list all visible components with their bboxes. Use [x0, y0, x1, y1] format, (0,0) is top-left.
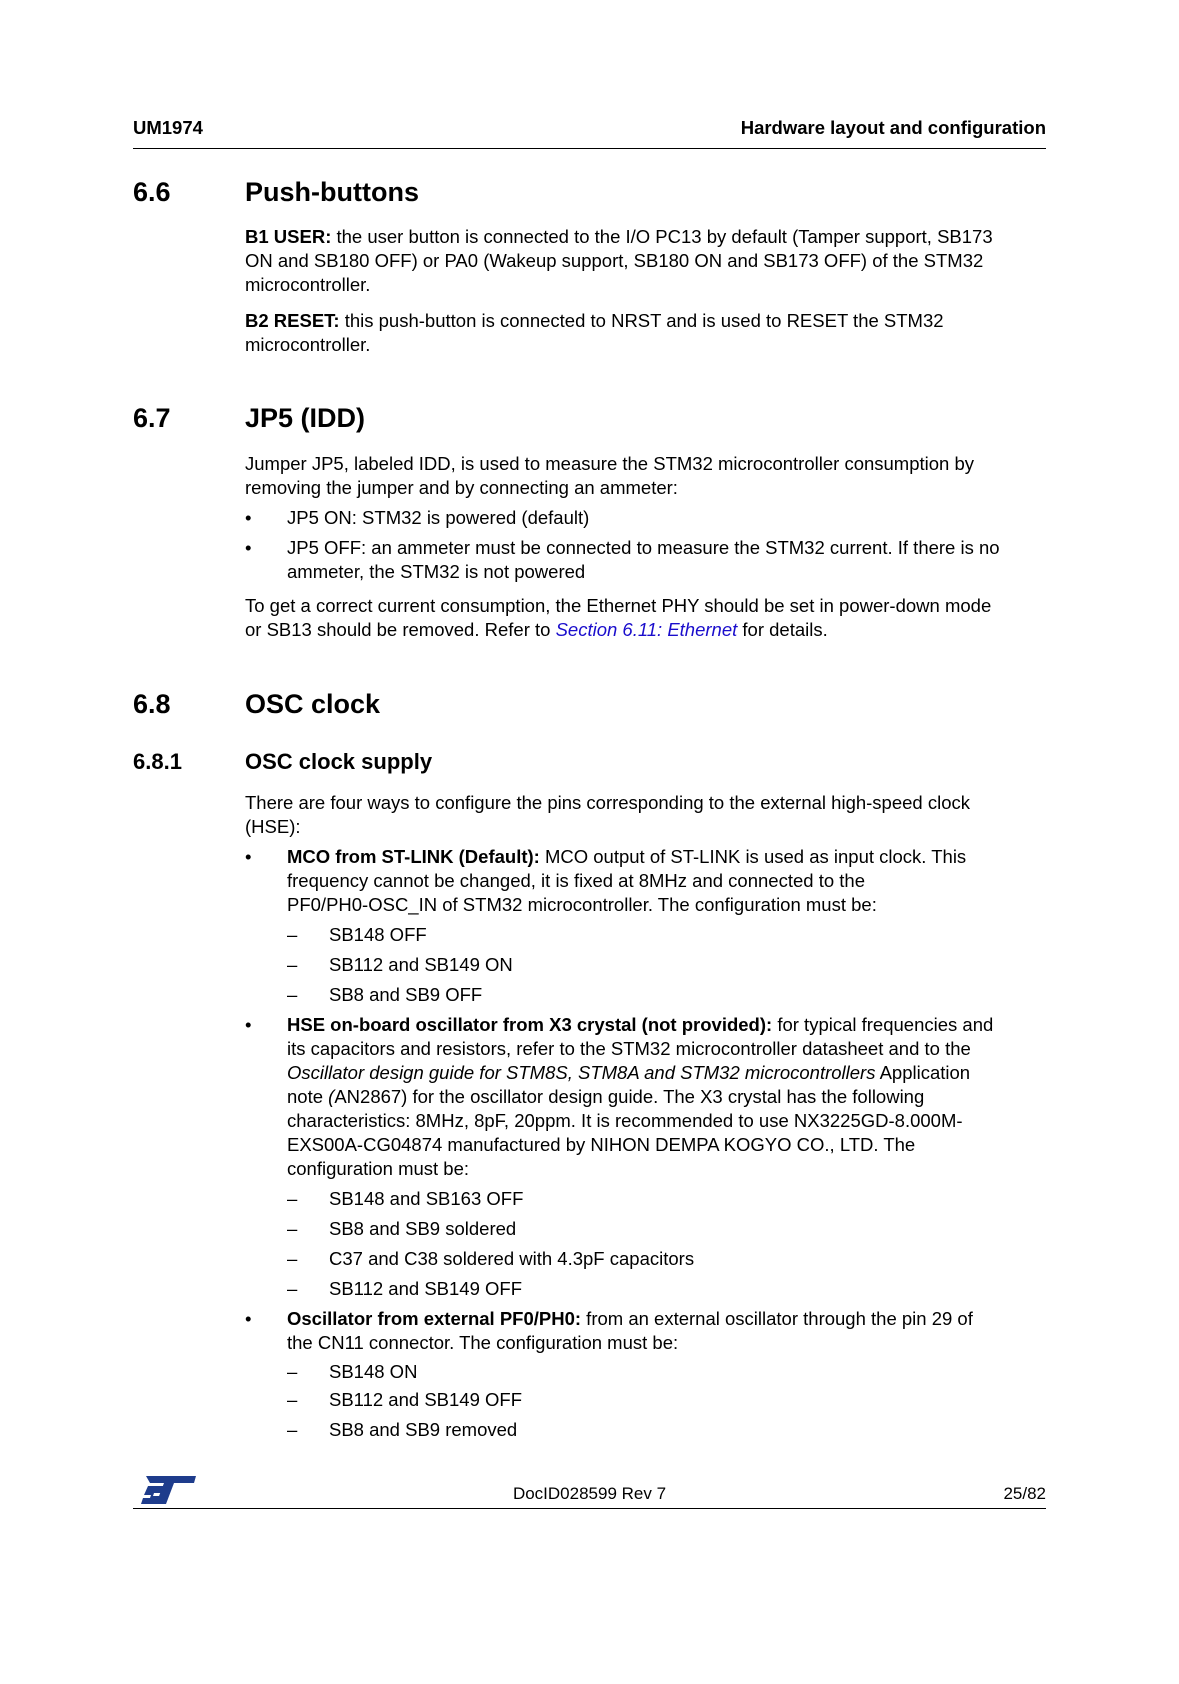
hse-crystal-method-item — [287, 1013, 1047, 1181]
text-line: for details. — [737, 619, 828, 640]
text-line: To get a correct current consumption, the Ethernet PHY should be set in power-down mode — [245, 595, 992, 616]
text-line: removing the jumper and by connecting an ammeter: — [245, 477, 678, 498]
config-item: SB112 and SB149 OFF — [329, 1278, 522, 1299]
b2-reset-paragraph — [245, 309, 1045, 357]
header-doc-id: UM1974 — [133, 117, 203, 138]
dash: – — [287, 1278, 298, 1299]
text-line: from an external oscillator through the pin 29 of — [581, 1308, 973, 1329]
b2-reset-label: B2 RESET: — [245, 310, 340, 331]
section-6-6-title: Push-buttons — [245, 177, 419, 207]
config-item: C37 and C38 soldered with 4.3pF capacitors — [329, 1248, 695, 1269]
text-line: frequency cannot be changed, it is fixed at 8MHz and connected to the — [287, 870, 865, 891]
text-line: ( — [328, 1086, 335, 1107]
external-oscillator-method-label: Oscillator from external PF0/PH0: — [287, 1308, 582, 1329]
text-line: ammeter, the STM32 is not powered — [287, 561, 586, 582]
config-item: SB148 ON — [329, 1361, 418, 1382]
text-line: for typical frequencies and — [772, 1014, 994, 1035]
jp5-intro-paragraph — [245, 452, 1045, 500]
config-item: SB148 and SB163 OFF — [329, 1188, 524, 1209]
text-line: the user button is connected to the I/O PC13 by default (Tamper support, SB173 — [331, 226, 993, 247]
text-line: or SB13 should be removed. Refer to — [245, 619, 556, 640]
bullet: • — [245, 537, 252, 558]
jp5-consumption-paragraph — [245, 594, 1045, 642]
dash: – — [287, 954, 298, 975]
ethernet-section-link[interactable]: Section 6.11: Ethernet — [555, 619, 738, 640]
text-line: microcontroller. — [245, 334, 371, 355]
b1-user-paragraph — [245, 225, 1045, 297]
text-line: PF0/PH0-OSC_IN of STM32 microcontroller. The configuration must be: — [287, 894, 877, 915]
text-line: its capacitors and resistors, refer to the STM32 microcontroller datasheet and to the — [287, 1038, 971, 1059]
oscillator-guide-title: Oscillator design guide for STM8S, STM8A and STM32 microcontrollers — [287, 1062, 876, 1083]
config-item: SB112 and SB149 ON — [329, 954, 513, 975]
config-item: SB148 OFF — [329, 924, 427, 945]
text-line: ON and SB180 OFF) or PA0 (Wakeup support, SB180 ON and SB173 OFF) of the STM32 — [245, 250, 984, 271]
footer-rule — [133, 1508, 1046, 1509]
config-item: SB112 and SB149 OFF — [329, 1389, 522, 1410]
config-item: SB8 and SB9 removed — [329, 1419, 518, 1440]
dash: – — [287, 1389, 298, 1410]
text-line: Jumper JP5, labeled IDD, is used to measure the STM32 microcontroller consumption by — [245, 453, 975, 474]
dash: – — [287, 924, 298, 945]
footer-doc-revision: DocID028599 Rev 7 — [512, 1484, 667, 1503]
text-line: JP5 OFF: an ammeter must be connected to measure the STM32 current. If there is no — [287, 537, 1000, 558]
mco-method-label: MCO from ST-LINK (Default): — [287, 846, 540, 867]
text-line: characteristics: 8MHz, 8pF, 20ppm. It is recommended to use NX3225GD-8.000M- — [287, 1110, 963, 1131]
section-6-7-title: JP5 (IDD) — [245, 403, 366, 433]
bullet: • — [245, 1014, 252, 1035]
b1-user-label: B1 USER: — [245, 226, 332, 247]
section-6-7-number: 6.7 — [133, 403, 171, 433]
dash: – — [287, 1419, 298, 1440]
config-item: SB8 and SB9 OFF — [329, 984, 483, 1005]
bullet: • — [245, 846, 252, 867]
config-item: SB8 and SB9 soldered — [329, 1218, 517, 1239]
section-6-8-title: OSC clock — [245, 689, 381, 719]
text-line: note — [287, 1086, 329, 1107]
section-6-8-1-number: 6.8.1 — [133, 749, 182, 774]
bullet: • — [245, 507, 252, 528]
text-line: AN2867) for the oscillator design guide. The X3 crystal has the following — [334, 1086, 925, 1107]
section-6-8-number: 6.8 — [133, 689, 171, 719]
dash: – — [287, 1248, 298, 1269]
hse-crystal-method-label: HSE on-board oscillator from X3 crystal (not provided): — [287, 1014, 773, 1035]
text-line: this push-button is connected to NRST and is used to RESET the STM32 — [339, 310, 944, 331]
mco-method-item — [287, 845, 1047, 917]
header-section-title: Hardware layout and configuration — [740, 117, 1046, 138]
section-6-6-number: 6.6 — [133, 177, 171, 207]
text-line: Application — [875, 1062, 971, 1083]
jp5-on-item: JP5 ON: STM32 is powered (default) — [287, 507, 590, 528]
dash: – — [287, 1188, 298, 1209]
dash: – — [287, 1361, 298, 1382]
text-line: the CN11 connector. The configuration must be: — [287, 1332, 679, 1353]
dash: – — [287, 1218, 298, 1239]
external-oscillator-method-item — [287, 1307, 1047, 1355]
footer-page-number: 25/82 — [1003, 1484, 1046, 1503]
text-line: EXS00A-CG04874 manufactured by NIHON DEMPA KOGYO CO., LTD. The — [287, 1134, 916, 1155]
header-rule — [133, 148, 1046, 149]
section-6-8-1-title: OSC clock supply — [245, 749, 433, 774]
jp5-off-item — [287, 536, 1047, 584]
text-line: microcontroller. — [245, 274, 371, 295]
text-line: (HSE): — [245, 816, 301, 837]
text-line: configuration must be: — [287, 1158, 470, 1179]
dash: – — [287, 984, 298, 1005]
osc-intro-paragraph — [245, 791, 1045, 839]
text-line: MCO output of ST-LINK is used as input clock. This — [539, 846, 967, 867]
text-line: There are four ways to configure the pins corresponding to the external high-speed clock — [245, 792, 970, 813]
bullet: • — [245, 1308, 252, 1329]
